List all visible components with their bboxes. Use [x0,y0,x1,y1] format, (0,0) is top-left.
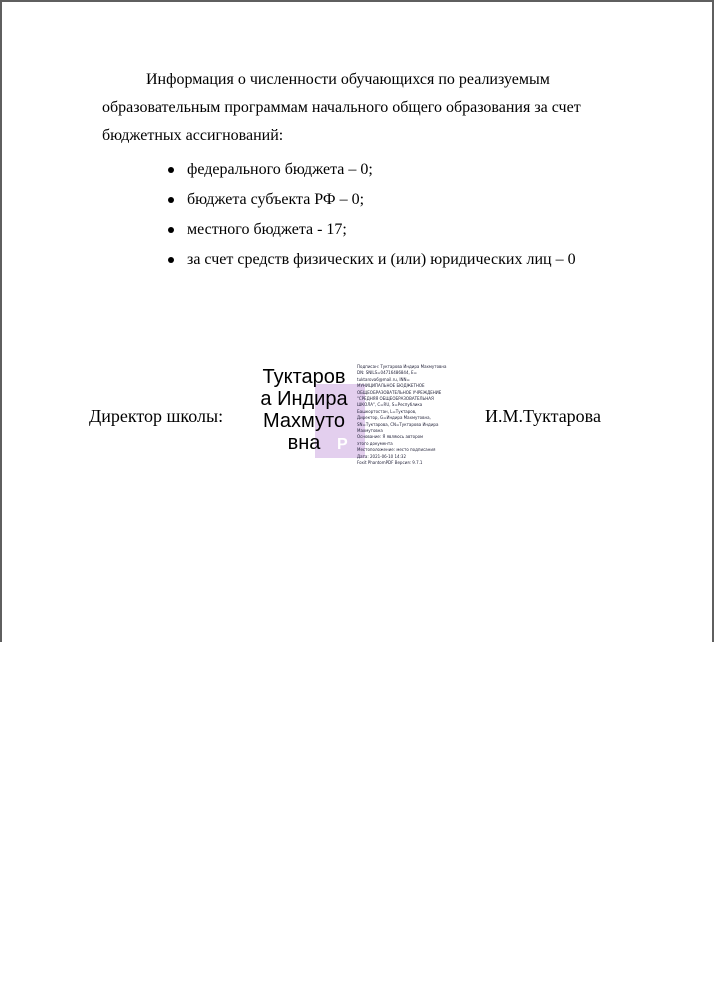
signature-detail-line: Башкортостан, L=Туктаров, [357,408,417,414]
signature-signer-name [255,366,353,454]
signature-detail-line: ШКОЛА", C=RU, S=Республика [357,402,423,408]
signature-detail-line: МУНИЦИПАЛЬНОЕ БЮДЖЕТНОЕ [357,383,425,389]
intro-paragraph: Информация о численности обучающихся по реализуемым образовательным программам начального общего образования за счет бюджетных ассигнований: [102,71,581,144]
list-item [160,216,576,246]
signature-detail-line: Местоположение: место подписания [357,447,436,453]
funding-item-private: за счет средств физических и (или) юридических лиц – 0 [187,251,576,268]
signature-detail-line: "СРЕДНЯЯ ОБЩЕОБРАЗОВАТЕЛЬНАЯ [357,396,434,402]
page-left-border [0,0,2,642]
signature-name-line: Туктаров [262,366,346,388]
bullet-icon [168,197,174,203]
signature-detail-line: tuktarova6@mail.ru, INN= [357,376,410,382]
list-item [160,246,576,276]
signature-detail-line: Подписан: Туктарова Индира Махмутовна [357,364,447,369]
signature-mark-letter: P [337,436,348,453]
funding-item-federal: федерального бюджета – 0; [187,161,373,178]
signature-details [357,364,465,467]
list-item [160,156,576,186]
bullet-icon [168,167,174,173]
funding-item-regional: бюджета субъекта РФ – 0; [187,191,365,208]
signature-name-line: а Индира [260,388,348,410]
signature-name-line: вна [287,432,321,454]
list-item [160,186,576,216]
director-label: Директор школы: [89,406,224,426]
signature-detail-line: ОБЩЕОБРАЗОВАТЕЛЬНОЕ УЧРЕЖДЕНИЕ [357,389,442,395]
signature-detail-line: SN=Туктарова, CN=Туктарова Индира [357,421,439,427]
signature-detail-line: Дата: 2021-06-10 14:32 [357,453,407,459]
signature-detail-line: Основание: Я являюсь автором [357,434,424,440]
signature-detail-line: Директор, G=Индира Махмутовна, [357,415,431,421]
signature-name-line: Махмуто [262,410,346,432]
page-top-border [0,0,714,2]
signature-detail-line: DN: SNILS=04716486844, E= [357,370,417,376]
bullet-icon [168,227,174,233]
signature-detail-line: этого документа [357,440,393,446]
bullet-icon [168,257,174,263]
funding-item-local: местного бюджета - 17; [187,221,347,238]
signature-detail-line: Foxit PhantomPDF Версия: 9.7.1 [357,460,423,466]
digital-signature-stamp [255,364,465,470]
director-name: И.М.Туктарова [485,406,601,426]
funding-list [160,156,576,276]
signature-detail-line: Махмутовна [357,428,383,434]
